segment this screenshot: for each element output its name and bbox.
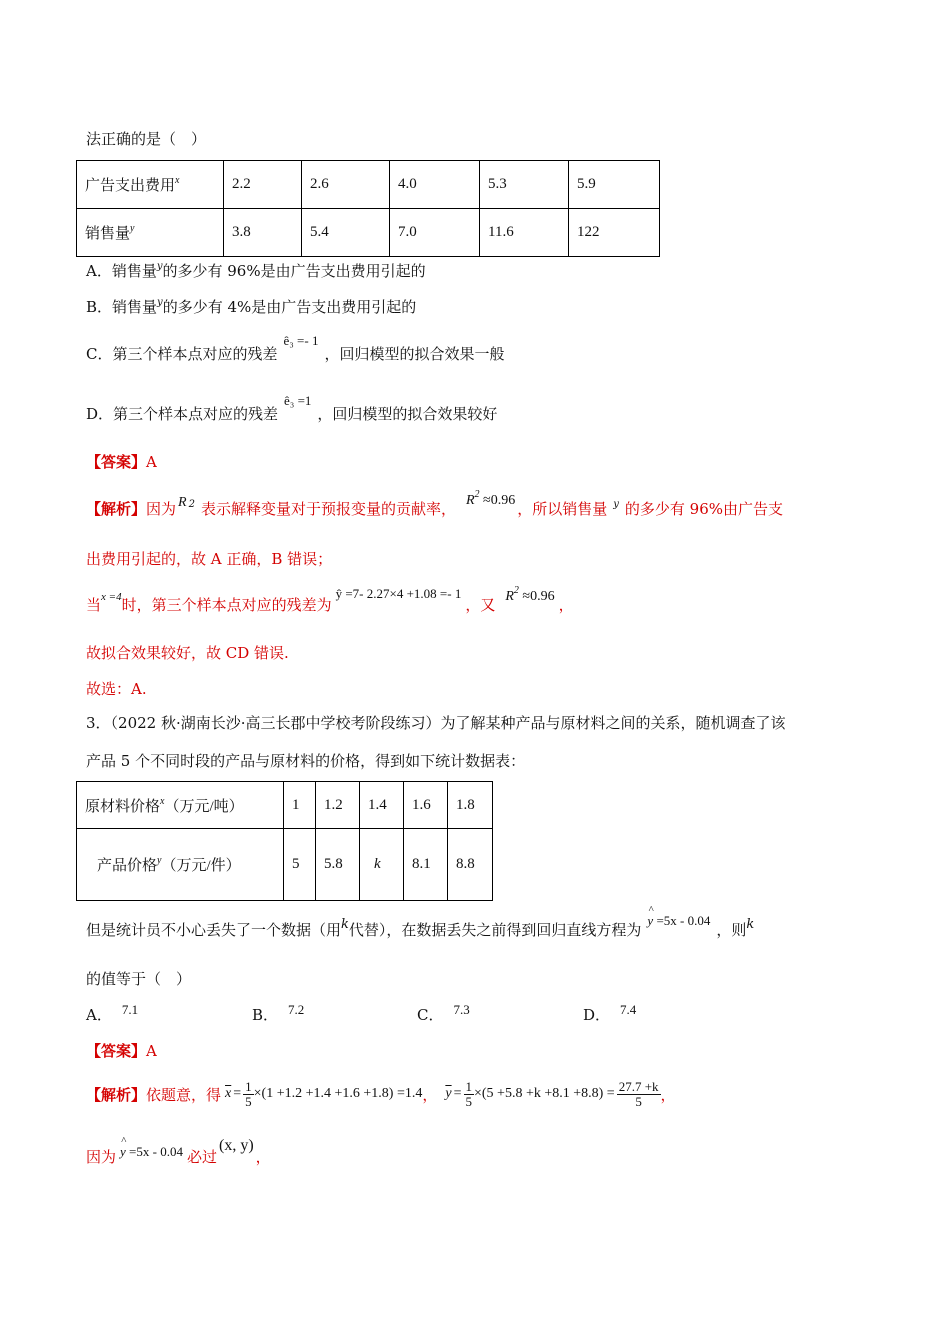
- table-cell: 122: [569, 209, 660, 257]
- q2-intro-tail: 法正确的是（ ）: [86, 130, 207, 148]
- table-cell: 5.8: [316, 829, 360, 901]
- q2-analysis-line2: 出费用引起的，故 A 正确，B 错误；: [86, 550, 333, 568]
- table-cell: 8.8: [448, 829, 493, 901]
- table-cell: 1.6: [404, 782, 448, 829]
- q3-data-table: [76, 781, 493, 901]
- q2-row2-label: 销售量$^y$: [77, 209, 224, 257]
- q2-data-table: [76, 160, 660, 257]
- q3-row1-label: 原材料价格$^x$（万元/吨）: [77, 782, 284, 829]
- table-cell: 1.4: [360, 782, 404, 829]
- table-cell: 5.3: [480, 161, 569, 209]
- q3-analysis-line1: 【解析】 依题意，得 $\overline{x}$ = $\frac{1}{5}$ ×(1 +1.2 +1.4 +1.6 +1.8) =1.4 ， $\overline{y}$ = $\frac{1}{5}$ ×(5 +5.8 +k +8.1 +8.8) = $\frac{27.7 +k}{5}$ ，: [86, 1078, 676, 1109]
- q3-option-d: D． 7.4: [583, 1002, 637, 1024]
- table-cell: k: [360, 829, 404, 901]
- q2-option-a: A．销售量$^y$的多少有 96%是由广告支出费用引起的: [86, 261, 426, 280]
- q3-option-c: C． 7.3: [417, 1002, 470, 1024]
- q3-answer: 【答案】A: [86, 1042, 157, 1060]
- q3-line3: 但是统计员不小心丢失了一个数据（用k代替），在数据丢失之前得到回归直线方程为 ^ y =5x - 0.04，则k: [86, 904, 755, 939]
- table-cell: 4.0: [390, 161, 480, 209]
- q3-row2-label: 产品价格$^y$（万元/件）: [77, 829, 284, 901]
- table-cell: 2.2: [224, 161, 302, 209]
- q3-option-b: B． 7.2: [252, 1002, 305, 1024]
- table-cell: 1.8: [448, 782, 493, 829]
- q2-option-b: B．销售量$^y$的多少有 4%是由广告支出费用引起的: [86, 297, 417, 316]
- table-cell: 1: [284, 782, 316, 829]
- q3-line4: 的值等于（ ）: [86, 970, 192, 988]
- table-cell: 11.6: [480, 209, 569, 257]
- q2-row1-label: 广告支出费用$^x$: [77, 161, 224, 209]
- q2-analysis-line5: 故选：A.: [86, 680, 147, 698]
- table-cell: 7.0: [390, 209, 480, 257]
- q2-option-c: C．第三个样本点对应的残差ê₃ =- 1，回归模型的拟合效果一般: [86, 333, 505, 363]
- q3-stem-line2: 产品 5 个不同时段的产品与原材料的价格，得到如下统计数据表：: [86, 752, 526, 770]
- q2-analysis-line3: 当$^{x =4}$时，第三个样本点对应的残差为ŷ =7- 2.27×4 +1.08 =- 1，又 $R^2 \approx 0.96$ ，: [86, 585, 574, 614]
- table-cell: 8.1: [404, 829, 448, 901]
- q2-option-d: D．第三个样本点对应的残差ê₃ =1，回归模型的拟合效果较好: [86, 393, 498, 423]
- table-cell: 1.2: [316, 782, 360, 829]
- q3-option-a: A． 7.1: [86, 1002, 139, 1024]
- q2-answer: 【答案】A: [86, 453, 157, 471]
- table-cell: 5.9: [569, 161, 660, 209]
- table-cell: 5.4: [302, 209, 390, 257]
- q3-stem-line1: 3．（2022 秋·湖南长沙·高三长郡中学校考阶段练习）为了解某种产品与原材料之间的关系，随机调查了该: [86, 714, 786, 732]
- q3-analysis-line2: 因为 ^ y =5x - 0.04 必过 (x, y) ，: [86, 1135, 271, 1166]
- q2-analysis-line1: 【解析】因为 R $^2$ 表示解释变量对于预报变量的贡献率， $R^2 \approx 0.96$ ，所以销售量 $^y$ 的多少有 96%由广告支: [86, 489, 784, 518]
- q2-analysis-line4: 故拟合效果较好，故 CD 错误.: [86, 644, 289, 662]
- table-cell: 5: [284, 829, 316, 901]
- table-cell: 3.8: [224, 209, 302, 257]
- table-cell: 2.6: [302, 161, 390, 209]
